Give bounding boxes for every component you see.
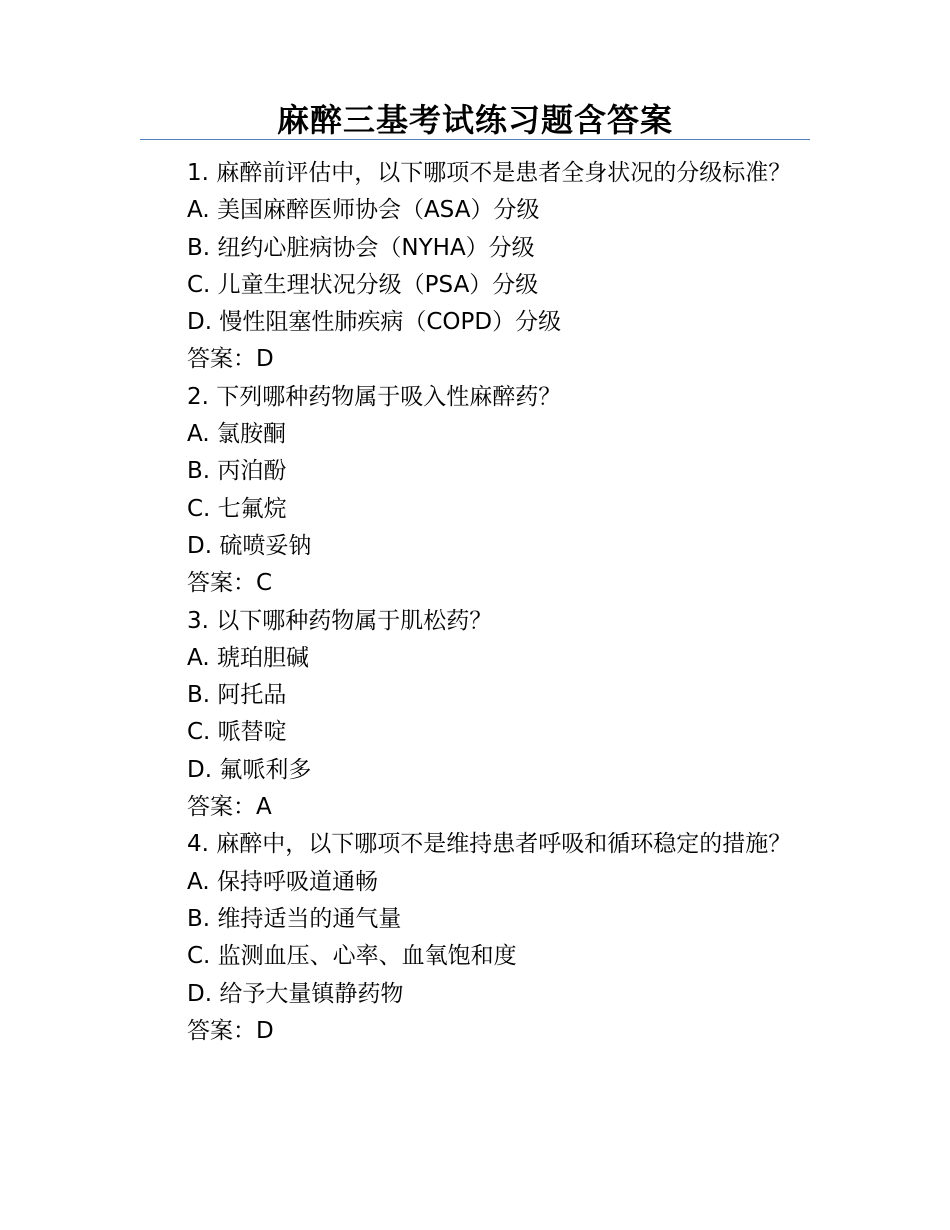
answer-line: 答案：D	[187, 1017, 274, 1044]
answer-line: 答案：C	[187, 570, 273, 597]
question-text: 4. 麻醉中，以下哪项不是维持患者呼吸和循环稳定的措施？	[187, 831, 792, 858]
question-block	[140, 826, 810, 1050]
answer-line: 答案：A	[187, 794, 272, 821]
option-a: A. 美国麻醉医师协会（ASA）分级	[187, 197, 540, 224]
title-underline	[140, 139, 810, 140]
option-a: A. 琥珀胆碱	[187, 644, 309, 671]
document-title: 麻醉三基考试练习题含答案	[276, 101, 673, 139]
question-list	[140, 155, 810, 1050]
question-text: 3. 以下哪种药物属于肌松药？	[187, 607, 493, 634]
question-block	[140, 603, 810, 827]
option-a: A. 氯胺酮	[187, 421, 286, 448]
question-block	[140, 379, 810, 603]
option-b: B. 阿托品	[187, 682, 287, 709]
answer-line: 答案：D	[187, 346, 274, 373]
option-c: C. 监测血压、心率、血氧饱和度	[187, 943, 517, 970]
question-text: 1. 麻醉前评估中，以下哪项不是患者全身状况的分级标准？	[187, 160, 792, 186]
option-a: A. 保持呼吸道通畅	[187, 868, 378, 895]
option-c: C. 儿童生理状况分级（PSA）分级	[187, 271, 539, 298]
question-block	[140, 155, 810, 379]
option-c: C. 哌替啶	[187, 719, 287, 746]
question-text: 2. 下列哪种药物属于吸入性麻醉药？	[187, 383, 562, 410]
option-b: B. 丙泊酚	[187, 458, 287, 485]
option-d: D. 慢性阻塞性肺疾病（COPD）分级	[187, 309, 562, 336]
option-d: D. 氟哌利多	[187, 756, 312, 783]
option-d: D. 给予大量镇静药物	[187, 980, 404, 1007]
option-b: B. 纽约心脏病协会（NYHA）分级	[187, 234, 535, 261]
option-b: B. 维持适当的通气量	[187, 905, 402, 932]
option-d: D. 硫喷妥钠	[187, 532, 312, 559]
option-c: C. 七氟烷	[187, 495, 287, 522]
